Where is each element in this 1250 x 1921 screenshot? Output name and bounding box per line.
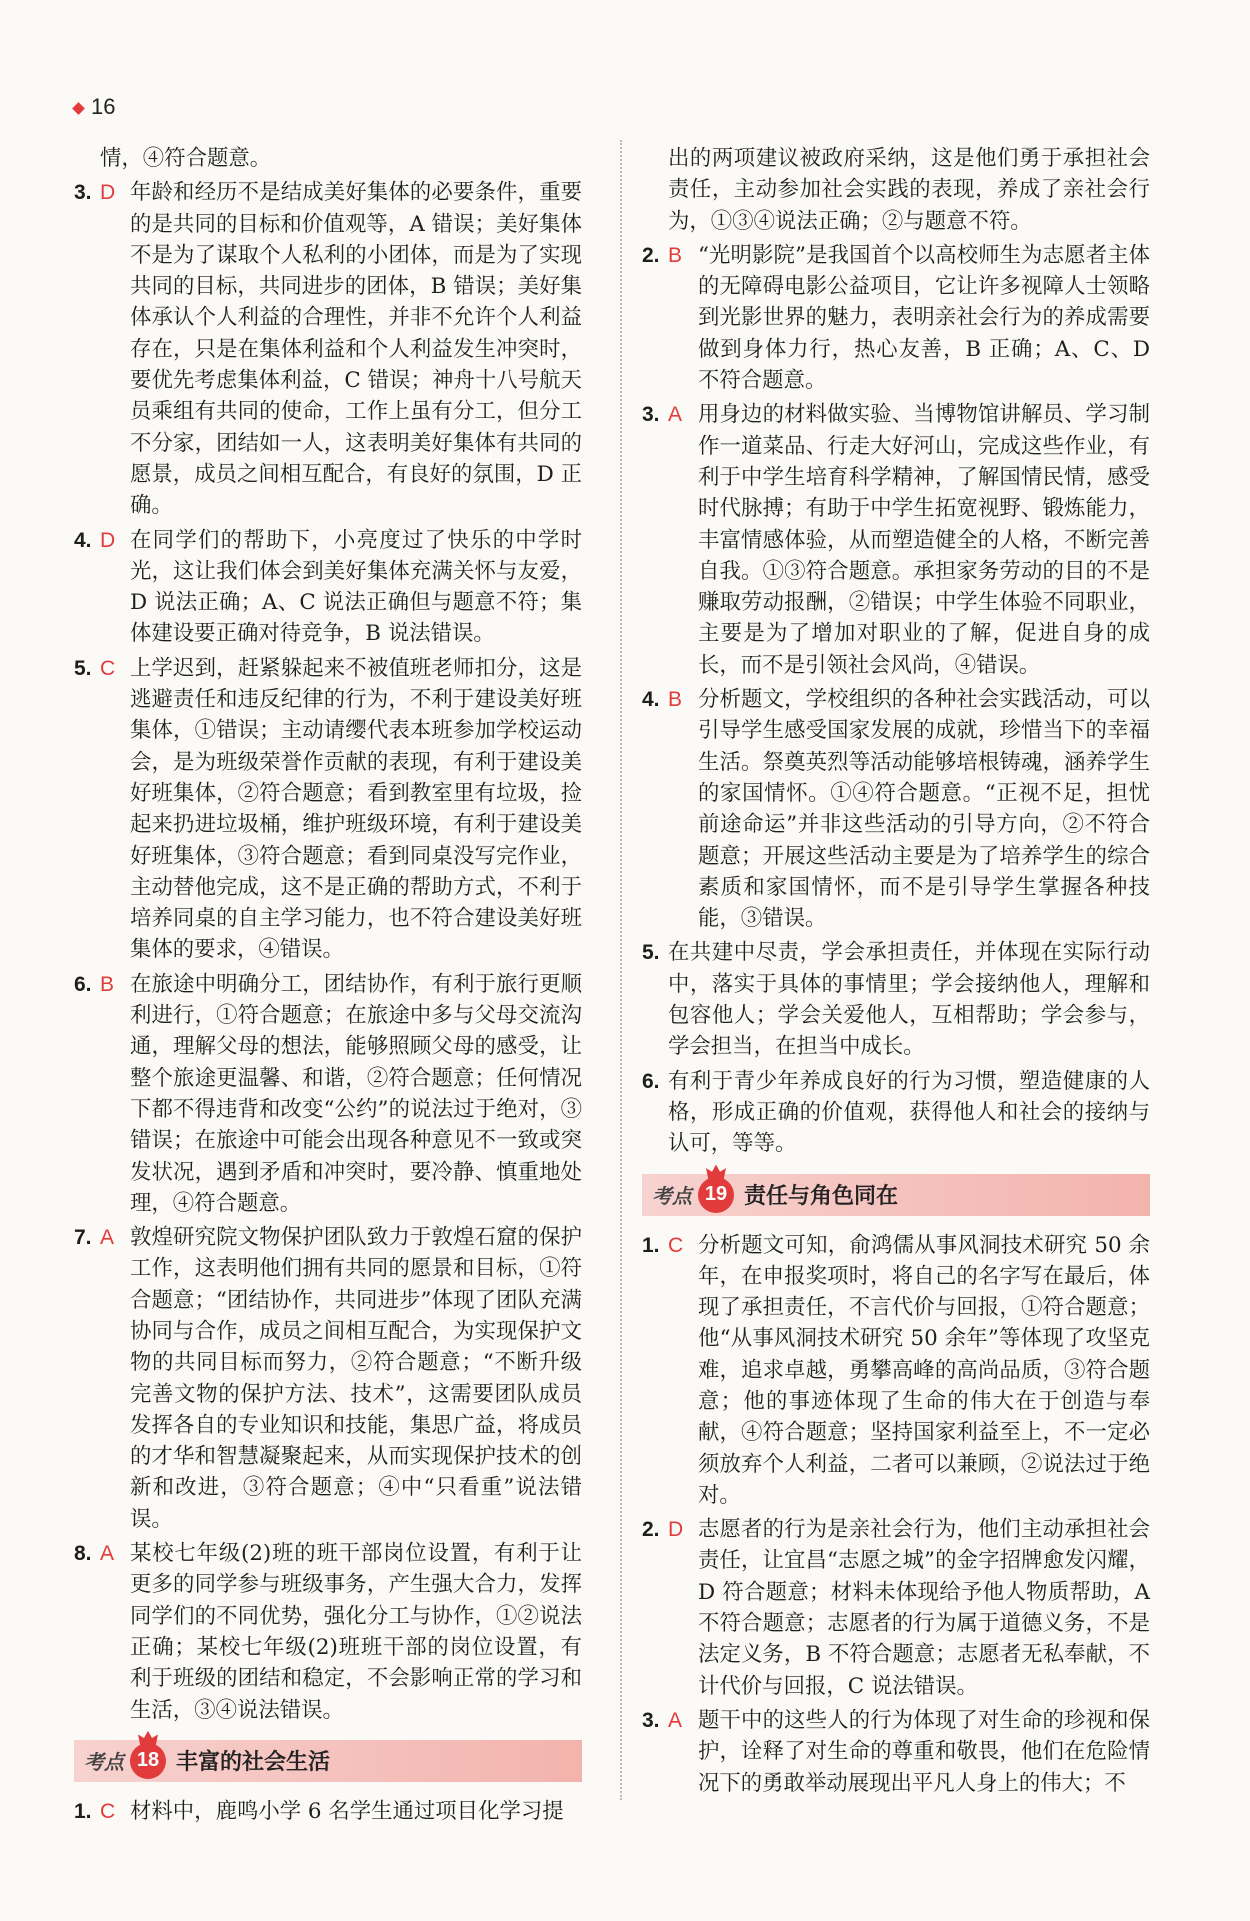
item-answer: C: [668, 1233, 684, 1257]
item-number: 6.: [74, 972, 92, 996]
answer-item: [74, 525, 582, 650]
item-text: 志愿者的行为是亲社会行为，他们主动承担社会责任，让宜昌“志愿之城”的金字招牌愈发闪耀，D 符合题意；材料未体现给予他人物质帮助，A 不符合题意；志愿者的行为属于道德义务，不是法定义务，B 不符合题意；志愿者无私奉献，不计代价与回报，C 说法错误。: [698, 1517, 1150, 1699]
item-text: 敦煌研究院文物保护团队致力于敦煌石窟的保护工作，这表明他们拥有共同的愿景和目标，①符合题意；“团结协作，共同进步”体现了团队充满协同与合作，成员之间相互配合，为实现保护文物的共同目标而努力，②符合题意；“不断升级完善文物的保护方法、技术”，这需要团队成员发挥各自的专业知识和技能，集思广益，将成员的才华和智慧凝聚起来，从而实现保护技术的创新和改进，③符合题意；④中“只看重”说法错误。: [130, 1225, 582, 1532]
section-header-18: [74, 1740, 582, 1782]
item-number: 5.: [642, 941, 660, 965]
item-answer: D: [100, 528, 116, 552]
item-text: 上学迟到，赶紧躲起来不被值班老师扣分，这是逃避责任和违反纪律的行为，不利于建设美好班集体，①错误；主动请缨代表本班参加学校运动会，是为班级荣誉作贡献的表现，有利于建设美好班集体，②符合题意；看到教室里有垃圾，捡起来扔进垃圾桶，维护班级环境，有利于建设美好班集体，③符合题意；看到同桌没写完作业，主动替他完成，这不是正确的帮助方式，不利于培养同桌的自主学习能力，也不符合建设美好班集体的要求，④错误。: [130, 655, 582, 963]
item-answer: B: [100, 972, 115, 996]
item-answer: A: [668, 403, 683, 427]
item-number: 5.: [74, 656, 92, 680]
item-text: 材料中，鹿鸣小学 6 名学生通过项目化学习提: [130, 1798, 564, 1824]
page-number: [74, 94, 115, 120]
item-answer: D: [668, 1518, 684, 1542]
item-answer: A: [100, 1226, 115, 1250]
answer-item: [642, 937, 1150, 1062]
item-answer: C: [100, 1799, 116, 1823]
page-number-text: 16: [91, 94, 116, 119]
section-title: 责任与角色同在: [744, 1184, 899, 1209]
item-number: 2.: [642, 243, 660, 267]
answer-item: [74, 177, 582, 521]
item-text: 分析题文，学校组织的各种社会实践活动，可以引导学生感受国家发展的成就，珍惜当下的幸福生活。祭奠英烈等活动能够培根铸魂，涵养学生的家国情怀。①④符合题意。“正视不足，担忧前途命运”并非这些活动的引导方向，②不符合题意；开展这些活动主要是为了培养学生的综合素质和家国情怀，而不是引导学生掌握各种技能，③错误。: [698, 687, 1150, 932]
item-text: 题干中的这些人的行为体现了对生命的珍视和保护，诠释了对生命的尊重和敬畏，他们在危险情况下的勇敢举动展现出平凡人身上的伟大；不: [698, 1707, 1150, 1796]
answer-item: [74, 1222, 582, 1535]
flame-number-badge: 18: [130, 1743, 166, 1779]
section-title: 丰富的社会生活: [176, 1750, 331, 1776]
answer-item: [74, 969, 582, 1219]
answer-item: [642, 240, 1150, 396]
left-column: [74, 143, 582, 1830]
item-text: 有利于青少年养成良好的行为习惯，塑造健康的人格，形成正确的价值观，获得他人和社会的接纳与认可，等等。: [668, 1068, 1150, 1157]
answer-item: [74, 1796, 582, 1827]
section-label: 考点: [84, 1752, 124, 1775]
answer-item: [642, 1066, 1150, 1160]
item-text: 在旅途中明确分工，团结协作，有利于旅行更顺利进行，①符合题意；在旅途中多与父母交流沟通，理解父母的想法，能够照顾父母的感受，让整个旅途更温馨、和谐，②符合题意；任何情况下都不得违背和改变“公约”的说法过于绝对，③错误；在旅途中可能会出现各种意见不一致或突发状况，遇到矛盾和冲突时，要冷静、慎重地处理，④符合题意。: [130, 971, 582, 1216]
item-answer: C: [100, 656, 116, 680]
item-number: 3.: [642, 1708, 660, 1732]
item-number: 7.: [74, 1226, 92, 1250]
item-number: 1.: [642, 1233, 660, 1257]
item-text: 在同学们的帮助下，小亮度过了快乐的中学时光，这让我们体会到美好集体充满关怀与友爱，D 说法正确；A、C 说法正确但与题意不符；集体建设要正确对待竞争，B 说法错误。: [130, 527, 582, 647]
item-answer: A: [668, 1708, 683, 1732]
item-answer: A: [100, 1542, 115, 1566]
item-number: 2.: [642, 1518, 660, 1542]
answer-item: [642, 1230, 1150, 1512]
item-text: 分析题文可知，俞鸿儒从事风洞技术研究 50 余年，在申报奖项时，将自己的名字写在最后，体现了承担责任，不言代价与回报，①符合题意；他“从事风洞技术研究 50 余年”等体现了攻坚克难，追求卓越，勇攀高峰的高尚品质，③符合题意；他的事迹体现了生命的伟大在于创造与奉献，④符合题意；坚持国家利益至上，不一定必须放弃个人利益，二者可以兼顾，②说法过于绝对。: [698, 1232, 1150, 1508]
right-column: [642, 143, 1150, 1802]
section-label: 考点: [652, 1186, 692, 1208]
section-header-19: [642, 1174, 1150, 1216]
answer-item: [642, 684, 1150, 934]
item-number: 4.: [642, 688, 660, 712]
answer-item: [74, 1538, 582, 1726]
item-number: 3.: [642, 403, 660, 427]
item-text: 在共建中尽责，学会承担责任，并体现在实际行动中，落实于具体的事情里；学会接纳他人，理解和包容他人；学会关爱他人，互相帮助；学会参与，学会担当，在担当中成长。: [668, 940, 1150, 1060]
item-number: 4.: [74, 528, 92, 552]
answer-item: [74, 653, 582, 966]
item-text: 某校七年级(2)班的班干部岗位设置，有利于让更多的同学参与班级事务，产生强大合力，发挥同学们的不同优势，强化分工与协作，①②说法正确；某校七年级(2)班班干部的岗位设置，有利于班级的团结和稳定，不会影响正常的学习和生活，③④说法错误。: [130, 1541, 582, 1723]
item-text: “光明影院”是我国首个以高校师生为志愿者主体的无障碍电影公益项目，它让许多视障人士领略到光影世界的魅力，表明亲社会行为的养成需要做到身体力行，热心友善，B 正确；A、C、D 不符合题意。: [698, 242, 1150, 394]
item-answer: D: [100, 181, 116, 205]
column-divider: [620, 140, 622, 1800]
item-number: 3.: [74, 181, 92, 205]
flame-number-badge: 19: [698, 1177, 734, 1213]
item-number: 1.: [74, 1799, 92, 1823]
item-answer: B: [668, 243, 683, 267]
item-text: 用身边的材料做实验、当博物馆讲解员、学习制作一道菜品、行走大好河山，完成这些作业，有利于中学生培育科学精神，了解国情民情，感受时代脉搏；有助于中学生拓宽视野、锻炼能力，丰富情感体验，从而塑造健全的人格，不断完善自我。①③符合题意。承担家务劳动的目的不是赚取劳动报酬，②错误；中学生体验不同职业，主要是为了增加对职业的了解，促进自身的成长，而不是引领社会风尚，④错误。: [698, 402, 1150, 678]
item-number: 6.: [642, 1069, 660, 1093]
left-lead: 情，④符合题意。: [100, 146, 272, 171]
right-lead: 出的两项建议被政府采纳，这是他们勇于承担社会责任，主动参加社会实践的表现，养成了亲社会行为，①③④说法正确；②与题意不符。: [668, 146, 1150, 234]
item-number: 8.: [74, 1542, 92, 1566]
diamond-icon: [72, 102, 85, 115]
item-text: 年龄和经历不是结成美好集体的必要条件，重要的是共同的目标和价值观等，A 错误；美好集体不是为了谋取个人私利的小团体，而是为了实现共同的目标，共同进步的团体，B 错误；美好集体承认个人利益的合理性，并非不允许个人利益存在，只是在集体利益和个人利益发生冲突时，要优先考虑集体利益，C 错误；神舟十八号航天员乘组有共同的使命，工作上虽有分工，但分工不分家，团结如一人，这表明美好集体有共同的愿景，成员之间相互配合，有良好的氛围，D 正确。: [130, 180, 582, 519]
answer-item: [642, 1705, 1150, 1799]
answer-item: [642, 1514, 1150, 1702]
item-answer: B: [668, 688, 683, 712]
answer-item: [642, 399, 1150, 681]
